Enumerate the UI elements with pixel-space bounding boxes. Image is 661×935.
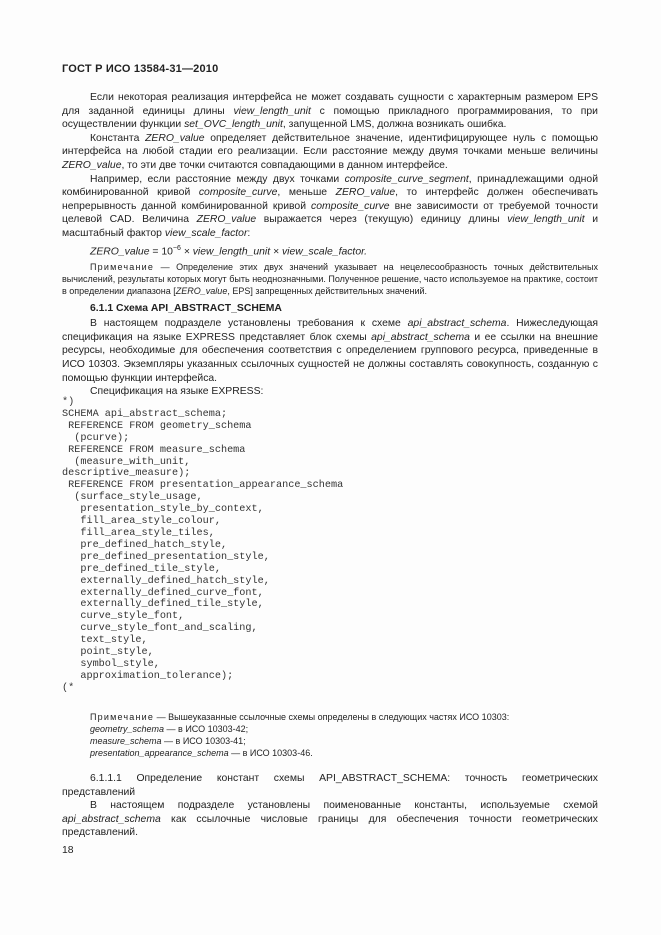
section-paragraph (62, 317, 598, 385)
italic-term: composite_curve (198, 187, 278, 199)
text-run: как ссылочные числовые границы для обеспечения точности геометрических представлений. (62, 813, 598, 839)
schema-part: — в ИСО 10303-46. (228, 748, 313, 758)
text-run: и ее ссылки на внешние ресурсы, необходимые для обеспечения соответствия с определением группового ресурса, приведенные в ИСО 10303. Экземпляры указанных ссылочных сущностей не должны составлять совокупность, созданную с помощью функции интерфейса. (62, 331, 599, 384)
code-line: pre_defined_tile_style, (62, 563, 221, 575)
code-line: (* (62, 682, 75, 694)
text-run: , запущенной LMS, должна возникать ошибка. (282, 119, 507, 131)
text-run: , меньше (277, 187, 336, 199)
schema-name: geometry_schema (90, 724, 165, 734)
section-heading: 6.1.1 Схема API_ABSTRACT_SCHEMA (90, 302, 282, 314)
express-code-block (62, 397, 343, 695)
italic-term: ZERO_value (335, 187, 396, 199)
intro-paragraph-3 (62, 173, 598, 241)
note-1-label: Примечание (90, 261, 155, 272)
italic-term: view_length_unit (233, 105, 311, 117)
text-run: , EPS] запрещенных действительных значений. (227, 285, 428, 296)
code-line: (pcurve); (62, 432, 130, 444)
schema-part: — в ИСО 10303-41; (161, 736, 246, 746)
code-line: pre_defined_presentation_style, (62, 551, 270, 563)
italic-term: view_scale_factor (164, 227, 248, 239)
code-line: pre_defined_hatch_style, (62, 539, 228, 551)
schema-reference (90, 747, 509, 759)
note-2 (90, 711, 509, 759)
subsection-block (62, 772, 598, 840)
code-line: *) (62, 397, 75, 408)
code-line: REFERENCE FROM measure_schema (62, 444, 246, 456)
note-2-refs (90, 723, 509, 759)
intro-paragraph-2 (62, 132, 598, 173)
code-line: (surface_style_usage, (62, 492, 203, 504)
code-line: text_style, (62, 635, 148, 647)
code-line: descriptive_measure); (62, 468, 191, 480)
code-line: curve_style_font, (62, 611, 185, 623)
text-run: Константа (90, 132, 146, 144)
text-run: : (247, 227, 251, 239)
code-line: curve_style_font_and_scaling, (62, 623, 258, 635)
code-line: externally_defined_hatch_style, (62, 575, 270, 587)
code-line: REFERENCE FROM presentation_appearance_schema (62, 480, 344, 492)
code-line: fill_area_style_tiles, (62, 527, 215, 539)
note-2-label: Примечание (90, 712, 155, 722)
text-run: , принадлежащими одной комбинированной кривой (62, 173, 598, 199)
code-line: externally_defined_curve_font, (62, 587, 264, 599)
italic-term: ZERO_value (145, 132, 205, 144)
subsection-paragraph (62, 799, 598, 840)
formula-eq: = 10 (149, 246, 173, 257)
italic-term: composite_curve (311, 200, 390, 212)
italic-term: view_length_unit (507, 214, 585, 226)
formula-exponent: −6 (172, 244, 181, 252)
code-line: approximation_tolerance); (62, 670, 234, 682)
zero-value-formula (90, 242, 598, 259)
text-run: определяет действительное значение, идентифицирующее нуль с помощью интерфейса на любой стадии его реализации. Если расстояние между двумя точками меньше величины (62, 132, 599, 158)
schema-reference (90, 735, 509, 747)
note-1 (62, 261, 598, 297)
spec-label: Спецификация на языке EXPRESS: (90, 386, 264, 398)
italic-term: api_abstract_schema (371, 331, 470, 343)
text-run: В настоящем подразделе установлены поименованные константы, используемые схемой (90, 800, 598, 812)
document-header: ГОСТ Р ИСО 13584-31—2010 (62, 63, 219, 75)
text-run: , то эти две точки считаются совпадающими в данном интерфейсе. (121, 159, 448, 171)
text-run: и масштабный фактор (62, 214, 598, 239)
text-run: с помощью прикладного программирования, то при осуществлении функции (62, 105, 598, 131)
text-run: — Определение этих двух значений указывает на нецелесообразность точных действительных вычислений, результаты которых могут быть неоднозначными. Полученное решение, часто используемое на практике, состоит в определении диапазона [ (62, 261, 598, 296)
italic-term: composite_curve_segment (344, 173, 469, 185)
schema-name: presentation_appearance_schema (90, 748, 229, 758)
code-line: fill_area_style_colour, (62, 516, 221, 528)
text-run: Если некоторая реализация интерфейса не может создавать сущности с характерным размером EPS для заданной единицы длины (62, 92, 598, 117)
italic-term: api_abstract_schema (62, 813, 161, 825)
code-line: point_style, (62, 647, 154, 659)
text-run: В настоящем подразделе установлены требования к схеме (90, 318, 408, 330)
code-line: SCHEMA api_abstract_schema; (62, 408, 228, 420)
intro-paragraph-1 (62, 91, 598, 132)
text-run: . Нижеследующая спецификация на языке EXPRESS представляет блок схемы (62, 318, 598, 343)
text-run: выражается через (текущую) единицу длины (256, 214, 508, 226)
italic-term: set_OVC_length_unit (184, 119, 283, 131)
italic-term: api_abstract_schema (407, 318, 507, 330)
code-line: symbol_style, (62, 658, 160, 670)
intro-block (62, 91, 598, 399)
schema-part: — в ИСО 10303-42; (164, 724, 249, 734)
italic-term: ZERO_value (175, 285, 228, 296)
formula-lhs: ZERO_value (90, 246, 150, 257)
page-number: 18 (62, 845, 74, 856)
text-run: , то интерфейс должен обеспечивать непрерывность данной комбинированной кривой (62, 187, 598, 212)
schema-reference (90, 723, 509, 735)
text-run: вне зависимости от требуемой точности целевой CAD. Величина (62, 200, 599, 226)
subsection-title: 6.1.1.1 Определение констант схемы API_ABSTRACT_SCHEMA: точность геометрических представлений (62, 773, 598, 798)
text-run: Например, если расстояние между двух точками (90, 173, 345, 185)
code-line: presentation_style_by_context, (62, 504, 264, 516)
note-2-text: — Вышеуказанные ссылочные схемы определены в следующих частях ИСО 10303: (154, 712, 510, 722)
schema-name: measure_schema (90, 736, 162, 746)
italic-term: ZERO_value (62, 159, 122, 171)
code-line: (measure_with_unit, (62, 456, 191, 468)
formula-rhs: × view_length_unit × view_scale_factor. (180, 246, 368, 257)
code-line: externally_defined_tile_style, (62, 599, 264, 611)
italic-term: ZERO_value (196, 214, 257, 226)
code-line: REFERENCE FROM geometry_schema (62, 420, 252, 432)
